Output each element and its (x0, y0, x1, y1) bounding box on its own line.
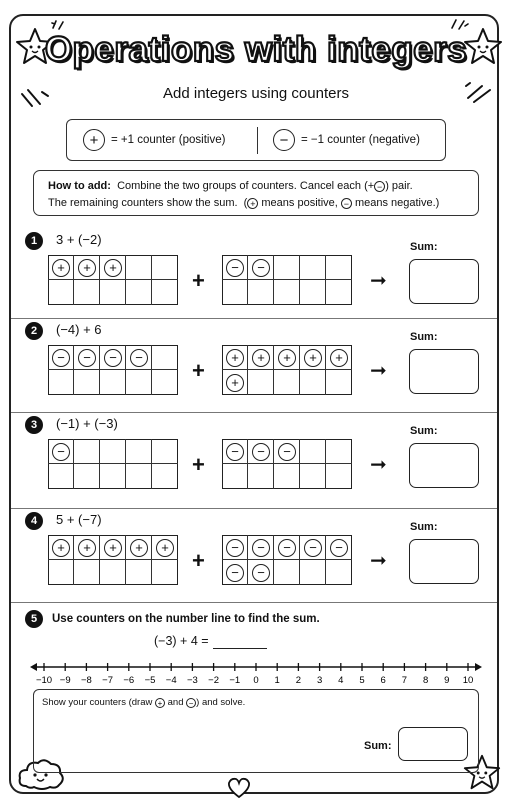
negative-counter-icon: − (304, 539, 322, 557)
number-line-label: −10 (35, 675, 53, 686)
number-line-label: −4 (165, 675, 177, 686)
negative-counter-icon: − (226, 539, 244, 557)
positive-counter-icon: + (78, 259, 96, 277)
negative-counter-icon: − (52, 349, 70, 367)
sum-answer-box[interactable] (409, 259, 479, 304)
how-to-line-1 (48, 178, 478, 195)
ten-frame-cell[interactable] (74, 370, 100, 395)
arrow-left-icon (30, 663, 37, 671)
positive-counter-icon: + (226, 349, 244, 367)
sum-label: Sum: (410, 521, 438, 533)
number-line-label: 5 (359, 675, 365, 686)
negative-counter-icon: − (78, 349, 96, 367)
legend-positive-text: = +1 counter (positive) (111, 134, 226, 146)
ten-frame-cell[interactable] (100, 464, 126, 489)
negative-counter-icon: − (226, 259, 244, 277)
ten-frame-cell[interactable] (126, 370, 152, 395)
negative-counter-icon: − (278, 443, 296, 461)
legend-negative-text: = −1 counter (negative) (301, 134, 420, 146)
how-to-text: ) pair. (385, 180, 413, 192)
arrow-icon: ➞ (370, 550, 387, 572)
problem-5-instruction: Use counters on the number line to find the sum. (52, 613, 320, 625)
ten-frame-cell[interactable] (222, 280, 248, 305)
ten-frame-cell[interactable] (248, 464, 274, 489)
problem-number: 1 (25, 232, 43, 250)
sum-answer-box[interactable] (409, 443, 479, 488)
plus-operator: + (192, 452, 205, 477)
arrow-icon: ➞ (370, 454, 387, 476)
number-line-label: 3 (316, 675, 323, 686)
number-line-label: 6 (380, 675, 386, 686)
negative-counter-icon: − (226, 443, 244, 461)
number-line-label: −8 (80, 675, 92, 686)
sum-answer-box[interactable] (398, 727, 468, 761)
ten-frame-cell[interactable] (126, 439, 152, 464)
ten-frame-cell[interactable] (326, 255, 352, 280)
problem-5-expression (154, 634, 267, 649)
ten-frame-cell[interactable] (100, 439, 126, 464)
number-line-label: 8 (422, 675, 429, 686)
section-divider (11, 412, 497, 413)
ten-frame-cell[interactable] (222, 464, 248, 489)
positive-counter-icon: + (278, 349, 296, 367)
negative-counter-icon: − (273, 129, 295, 151)
sum-answer-box[interactable] (409, 349, 479, 394)
positive-counter-icon: + (330, 349, 348, 367)
problem-expression: 3 + (−2) (56, 232, 102, 247)
ten-frame-cell[interactable] (300, 255, 326, 280)
ten-frame-cell[interactable] (100, 560, 126, 585)
ten-frame-right (222, 535, 352, 585)
how-to-line-2: The remaining counters show the sum. ( + means positive, − means negative.) (48, 197, 440, 209)
sum-answer-box[interactable] (409, 539, 479, 584)
page-title: Operations with integers (44, 30, 468, 69)
ten-frame-cell[interactable] (74, 280, 100, 305)
ten-frame-cell[interactable] (152, 370, 178, 395)
legend-divider (257, 127, 258, 154)
number-line-label: 7 (401, 675, 408, 686)
plus-operator: + (192, 548, 205, 573)
negative-counter-icon: − (374, 181, 385, 192)
ten-frame-cell[interactable] (48, 370, 74, 395)
negative-counter-icon: − (186, 698, 196, 708)
ten-frame-cell[interactable] (74, 464, 100, 489)
number-line-label: −2 (208, 675, 220, 686)
number-line-label: 2 (295, 675, 302, 686)
ten-frame-cell[interactable] (326, 370, 352, 395)
positive-counter-icon: + (247, 198, 258, 209)
problem-number: 5 (25, 610, 43, 628)
ten-frame-cell[interactable] (326, 464, 352, 489)
ten-frame-cell[interactable] (274, 280, 300, 305)
problem-5-equation: (−3) + 4 = (154, 634, 209, 648)
ten-frame-left (48, 255, 178, 305)
ten-frame-cell[interactable] (48, 464, 74, 489)
ten-frame-cell[interactable] (152, 345, 178, 370)
positive-counter-icon: + (155, 698, 165, 708)
ten-frame-cell[interactable] (300, 439, 326, 464)
arrow-icon: ➞ (370, 360, 387, 382)
section-divider (11, 318, 497, 319)
ten-frame-cell[interactable] (126, 255, 152, 280)
ten-frame-cell[interactable] (326, 280, 352, 305)
ten-frame-cell[interactable] (326, 439, 352, 464)
how-to-text: means positive, (261, 197, 338, 209)
negative-counter-icon: − (52, 443, 70, 461)
ten-frame-left (48, 535, 178, 585)
problem-expression: (−4) + 6 (56, 322, 102, 337)
ten-frame-cell[interactable] (152, 560, 178, 585)
problem-number: 4 (25, 512, 43, 530)
number-line-label: −1 (229, 675, 241, 686)
ten-frame-cell[interactable] (300, 370, 326, 395)
section-divider (11, 508, 497, 509)
positive-counter-icon: + (130, 539, 148, 557)
negative-counter-icon: − (226, 564, 244, 582)
number-line-label: −6 (123, 675, 135, 686)
number-line-label: 1 (274, 675, 280, 686)
negative-counter-icon: − (252, 259, 270, 277)
number-line-label: −5 (144, 675, 156, 686)
ten-frame-cell[interactable] (74, 560, 100, 585)
number-line-label: 10 (462, 675, 474, 686)
ten-frame-cell[interactable] (274, 560, 300, 585)
ten-frame-cell[interactable] (126, 464, 152, 489)
negative-counter-icon: − (130, 349, 148, 367)
ten-frame-left (48, 439, 178, 489)
ten-frame-cell[interactable] (152, 464, 178, 489)
ten-frame-right (222, 255, 352, 305)
ten-frame-cell[interactable] (152, 255, 178, 280)
positive-counter-icon: + (78, 539, 96, 557)
how-to-text: Combine the two groups of counters. Cancel each (+ (117, 180, 375, 192)
ten-frame-cell[interactable] (326, 560, 352, 585)
number-line-label: −7 (102, 675, 114, 686)
positive-counter-icon: + (104, 539, 122, 557)
work-text: ) and solve. (196, 697, 246, 708)
legend-positive (83, 120, 225, 160)
sum-label: Sum: (364, 740, 392, 752)
arrow-right-icon (475, 663, 482, 671)
ten-frame-cell[interactable] (300, 280, 326, 305)
ten-frame-right (222, 345, 352, 395)
how-to-label: How to add: (48, 180, 111, 192)
arrow-icon: ➞ (370, 270, 387, 292)
plus-operator: + (192, 268, 205, 293)
positive-counter-icon: + (52, 259, 70, 277)
positive-counter-icon: + (226, 374, 244, 392)
ten-frame-cell[interactable] (274, 255, 300, 280)
problem-expression: (−1) + (−3) (56, 416, 118, 431)
legend-negative (273, 120, 420, 160)
problem-expression: 5 + (−7) (56, 512, 102, 527)
how-to-box (33, 170, 479, 216)
ten-frame-cell[interactable] (248, 280, 274, 305)
ten-frame-cell[interactable] (274, 464, 300, 489)
positive-counter-icon: + (52, 539, 70, 557)
negative-counter-icon: − (252, 564, 270, 582)
heart-icon (226, 777, 252, 799)
page-subtitle: Add integers using counters (163, 85, 349, 102)
answer-blank[interactable] (213, 634, 267, 649)
how-to-text: The remaining counters show the sum. (48, 197, 238, 209)
negative-counter-icon: − (278, 539, 296, 557)
section-divider (11, 602, 497, 603)
ten-frame-cell[interactable] (152, 280, 178, 305)
negative-counter-icon: − (252, 539, 270, 557)
sum-label: Sum: (410, 331, 438, 343)
sum-label: Sum: (410, 241, 438, 253)
ten-frame-left (48, 345, 178, 395)
ten-frame-right (222, 439, 352, 489)
counter-legend (66, 119, 446, 161)
ten-frame-cell[interactable] (274, 370, 300, 395)
number-line-label: −9 (59, 675, 71, 686)
number-line-label: 0 (253, 675, 259, 686)
plus-operator: + (192, 358, 205, 383)
positive-counter-icon: + (83, 129, 105, 151)
work-area-instructions (42, 697, 245, 708)
ten-frame-cell[interactable] (300, 464, 326, 489)
number-line-label: 9 (444, 675, 450, 686)
ten-frame-cell[interactable] (152, 439, 178, 464)
work-text: and (167, 697, 184, 708)
ten-frame-cell[interactable] (126, 560, 152, 585)
work-text: Show your counters (draw (42, 697, 153, 708)
negative-counter-icon: − (341, 198, 352, 209)
ten-frame-cell[interactable] (300, 560, 326, 585)
problem-number: 3 (25, 416, 43, 434)
ten-frame-cell[interactable] (126, 280, 152, 305)
negative-counter-icon: − (330, 539, 348, 557)
ten-frame-cell[interactable] (100, 370, 126, 395)
negative-counter-icon: − (252, 443, 270, 461)
positive-counter-icon: + (304, 349, 322, 367)
negative-counter-icon: − (104, 349, 122, 367)
number-line-label: 4 (338, 675, 344, 686)
ten-frame-cell[interactable] (248, 370, 274, 395)
ten-frame-cell[interactable] (48, 560, 74, 585)
positive-counter-icon: + (104, 259, 122, 277)
ten-frame-cell[interactable] (74, 439, 100, 464)
ten-frame-cell[interactable] (48, 280, 74, 305)
how-to-text: means negative.) (354, 197, 440, 209)
number-line-label: −3 (186, 675, 198, 686)
ten-frame-cell[interactable] (100, 280, 126, 305)
sum-label: Sum: (410, 425, 438, 437)
number-line (28, 658, 484, 686)
positive-counter-icon: + (252, 349, 270, 367)
positive-counter-icon: + (156, 539, 174, 557)
problem-number: 2 (25, 322, 43, 340)
